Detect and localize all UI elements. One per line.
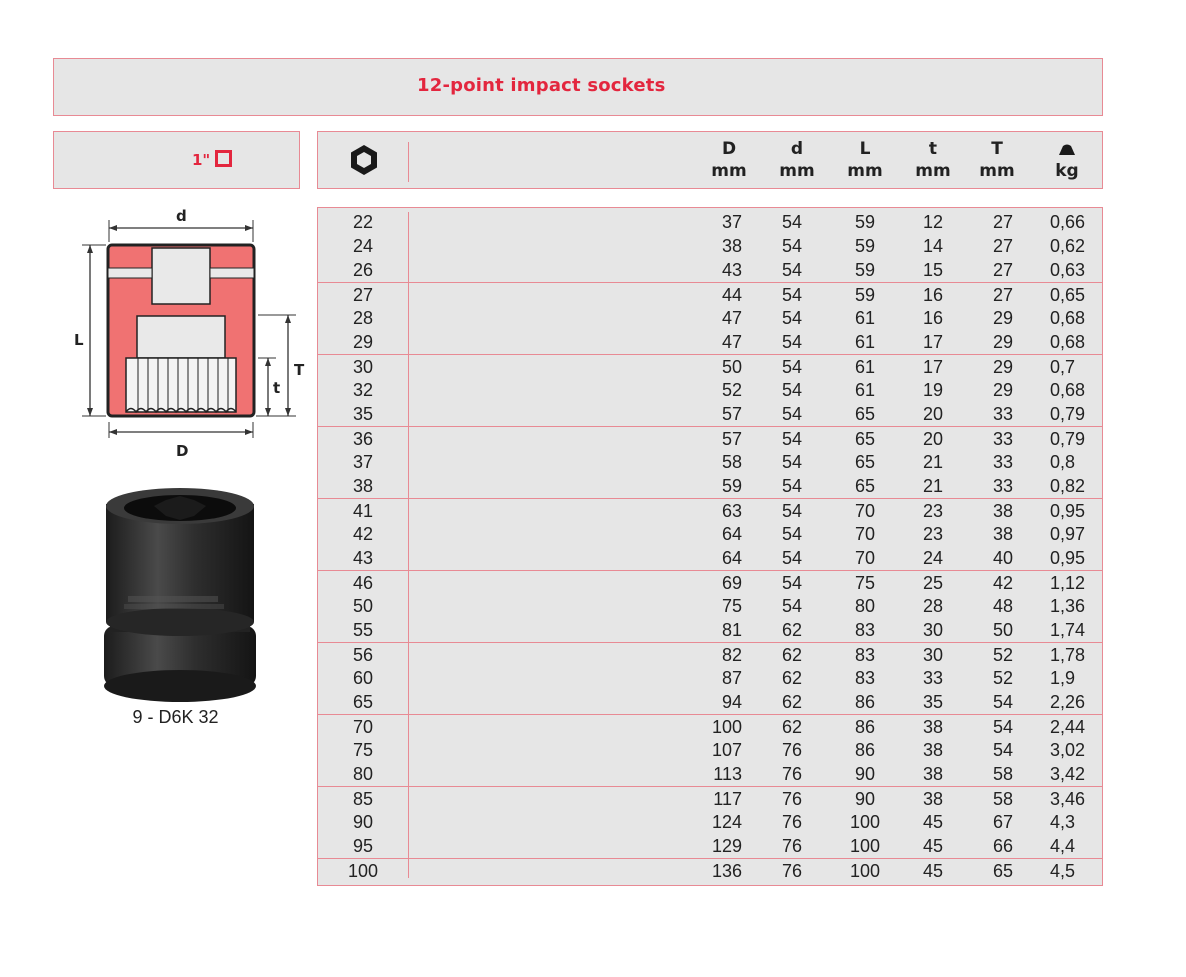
cell-D: 57 (721, 404, 742, 424)
cell-t: 14 (922, 236, 944, 256)
cell-d: 76 (781, 812, 803, 832)
cell-T: 29 (992, 357, 1014, 377)
header-col-d: d mm (779, 139, 815, 181)
cell-T: 38 (992, 501, 1014, 521)
header-col-weight: kg (1042, 138, 1092, 182)
cell-weight: 3,02 (1050, 740, 1086, 760)
cell-D: 107 (711, 740, 742, 760)
cell-L: 61 (854, 332, 876, 352)
cell-L: 65 (854, 404, 876, 424)
cell-D: 37 (721, 212, 742, 232)
cell-D: 113 (713, 764, 742, 784)
cell-weight: 0,79 (1050, 429, 1086, 449)
table-row (318, 426, 1102, 451)
cell-t: 12 (922, 212, 944, 232)
cell-weight: 0,8 (1050, 452, 1076, 472)
dim-d-label: d (176, 207, 187, 225)
cell-T: 66 (992, 836, 1014, 856)
table-row (318, 762, 1102, 786)
table-row (318, 450, 1102, 474)
cell-T: 58 (992, 764, 1014, 784)
cell-t: 33 (922, 668, 944, 688)
cell-L: 70 (854, 501, 876, 521)
cell-L: 59 (854, 260, 876, 280)
table-row (318, 618, 1102, 642)
cell-L: 100 (849, 861, 881, 881)
cell-size: 75 (352, 740, 374, 760)
cell-t: 38 (922, 717, 944, 737)
table-row (318, 234, 1102, 258)
cell-T: 54 (992, 740, 1014, 760)
dim-T-label: T (294, 361, 305, 379)
table-row (318, 714, 1102, 739)
cell-t: 30 (922, 645, 944, 665)
cell-D: 75 (721, 596, 742, 616)
cell-D: 47 (721, 332, 742, 352)
product-reference: 9 - D6K 32 (132, 707, 219, 727)
cell-T: 33 (992, 404, 1014, 424)
cell-d: 62 (781, 717, 803, 737)
cell-D: 59 (721, 476, 742, 496)
cell-d: 54 (781, 501, 803, 521)
cell-T: 29 (992, 332, 1014, 352)
cell-D: 129 (711, 836, 742, 856)
cell-size: 90 (352, 812, 374, 832)
cell-weight: 1,12 (1050, 573, 1086, 593)
cell-L: 61 (854, 357, 876, 377)
table-row (318, 810, 1102, 834)
cell-D: 57 (721, 429, 742, 449)
drive-size-box (53, 131, 300, 189)
cell-t: 20 (922, 429, 944, 449)
square-drive-icon (215, 150, 232, 167)
cell-T: 54 (992, 717, 1014, 737)
cell-L: 86 (854, 740, 876, 760)
cell-L: 61 (854, 308, 876, 328)
cell-size: 26 (352, 260, 374, 280)
cell-weight: 0,68 (1050, 308, 1086, 328)
cell-weight: 1,9 (1050, 668, 1076, 688)
cell-d: 54 (781, 596, 803, 616)
cell-d: 76 (781, 789, 803, 809)
cell-L: 59 (854, 285, 876, 305)
cell-D: 58 (721, 452, 742, 472)
cell-size: 41 (352, 501, 374, 521)
cell-weight: 3,46 (1050, 789, 1086, 809)
cell-d: 54 (781, 429, 803, 449)
table-row (318, 834, 1102, 858)
cell-size: 24 (352, 236, 374, 256)
cell-L: 70 (854, 524, 876, 544)
table-row (318, 354, 1102, 379)
cell-d: 54 (781, 357, 803, 377)
cell-d: 76 (781, 861, 803, 881)
cell-d: 54 (781, 236, 803, 256)
cell-t: 23 (922, 501, 944, 521)
cell-d: 54 (781, 285, 803, 305)
cell-weight: 2,26 (1050, 692, 1086, 712)
table-row (318, 666, 1102, 690)
cell-D: 136 (711, 861, 742, 881)
cell-L: 65 (854, 429, 876, 449)
table-row (318, 690, 1102, 714)
cell-t: 25 (922, 573, 944, 593)
header-divider (408, 142, 409, 182)
cell-t: 17 (922, 332, 944, 352)
cell-t: 38 (922, 740, 944, 760)
cell-T: 38 (992, 524, 1014, 544)
cell-T: 27 (992, 285, 1014, 305)
cell-d: 54 (781, 524, 803, 544)
table-row (318, 498, 1102, 523)
cell-T: 42 (992, 573, 1014, 593)
dim-L-label: L (74, 331, 84, 349)
cell-size: 29 (352, 332, 374, 352)
cell-t: 15 (922, 260, 944, 280)
cell-L: 65 (854, 476, 876, 496)
header-col-T: T mm (979, 139, 1015, 181)
cell-t: 45 (922, 861, 944, 881)
table-row (318, 306, 1102, 330)
cell-d: 54 (781, 260, 803, 280)
cell-weight: 1,36 (1050, 596, 1086, 616)
cell-t: 38 (922, 764, 944, 784)
cell-size: 60 (352, 668, 374, 688)
cell-T: 33 (992, 476, 1014, 496)
cell-size: 35 (352, 404, 374, 424)
cell-L: 59 (854, 236, 876, 256)
cell-size: 50 (352, 596, 374, 616)
cell-d: 76 (781, 764, 803, 784)
cell-t: 23 (922, 524, 944, 544)
cell-weight: 0,82 (1050, 476, 1086, 496)
cell-D: 47 (721, 308, 742, 328)
cell-L: 86 (854, 692, 876, 712)
cell-weight: 4,5 (1050, 861, 1076, 881)
socket-photo (100, 486, 260, 704)
dim-t-label: t (273, 379, 281, 397)
cell-L: 100 (849, 812, 881, 832)
table-row (318, 330, 1102, 354)
cell-size: 80 (352, 764, 374, 784)
cell-t: 20 (922, 404, 944, 424)
cell-L: 90 (854, 789, 876, 809)
cell-size: 95 (352, 836, 374, 856)
cell-t: 16 (922, 285, 944, 305)
cell-T: 33 (992, 429, 1014, 449)
cell-L: 75 (854, 573, 876, 593)
cell-L: 65 (854, 452, 876, 472)
cell-d: 62 (781, 620, 803, 640)
table-row (318, 378, 1102, 402)
cell-D: 38 (721, 236, 742, 256)
cell-size: 28 (352, 308, 374, 328)
table-row (318, 210, 1102, 234)
dim-D-label: D (176, 442, 189, 460)
cell-weight: 3,42 (1050, 764, 1086, 784)
data-table (317, 207, 1103, 886)
table-header (317, 131, 1103, 189)
socket-diagram (60, 200, 320, 460)
cell-weight: 4,4 (1050, 836, 1076, 856)
cell-weight: 1,78 (1050, 645, 1086, 665)
cell-T: 27 (992, 260, 1014, 280)
cell-d: 62 (781, 692, 803, 712)
cell-d: 54 (781, 476, 803, 496)
cell-D: 87 (721, 668, 742, 688)
cell-size: 30 (352, 357, 374, 377)
cell-T: 40 (992, 548, 1014, 568)
cell-D: 43 (721, 260, 742, 280)
cell-L: 90 (854, 764, 876, 784)
cell-T: 65 (992, 861, 1014, 881)
cell-D: 117 (713, 789, 742, 809)
cell-T: 67 (992, 812, 1014, 832)
cell-L: 59 (854, 212, 876, 232)
cell-T: 27 (992, 212, 1014, 232)
cell-t: 45 (922, 812, 944, 832)
table-row (318, 642, 1102, 667)
cell-size: 43 (352, 548, 374, 568)
cell-D: 44 (721, 285, 742, 305)
cell-d: 54 (781, 573, 803, 593)
cell-T: 50 (992, 620, 1014, 640)
cell-weight: 0,65 (1050, 285, 1086, 305)
cell-weight: 0,63 (1050, 260, 1086, 280)
cell-weight: 0,68 (1050, 332, 1086, 352)
cell-weight: 2,44 (1050, 717, 1086, 737)
cell-d: 62 (781, 668, 803, 688)
cell-size: 46 (352, 573, 374, 593)
cell-T: 52 (992, 645, 1014, 665)
cell-t: 19 (922, 380, 944, 400)
header-col-D: D mm (711, 139, 747, 181)
cell-size: 65 (352, 692, 374, 712)
table-row (318, 258, 1102, 282)
table-row (318, 474, 1102, 498)
table-row (318, 594, 1102, 618)
cell-size: 36 (352, 429, 374, 449)
cell-weight: 0,66 (1050, 212, 1086, 232)
cell-size: 55 (352, 620, 374, 640)
cell-weight: 0,7 (1050, 357, 1076, 377)
cell-t: 38 (922, 789, 944, 809)
cell-D: 69 (721, 573, 742, 593)
cell-d: 54 (781, 404, 803, 424)
table-row (318, 546, 1102, 570)
cell-D: 100 (711, 717, 742, 737)
cell-D: 82 (721, 645, 742, 665)
cell-T: 33 (992, 452, 1014, 472)
cell-T: 54 (992, 692, 1014, 712)
cell-T: 52 (992, 668, 1014, 688)
table-row (318, 522, 1102, 546)
cell-size: 70 (352, 717, 374, 737)
cell-size: 38 (352, 476, 374, 496)
cell-L: 83 (854, 620, 876, 640)
cell-size: 37 (352, 452, 374, 472)
cell-t: 35 (922, 692, 944, 712)
cell-size: 42 (352, 524, 374, 544)
cell-L: 80 (854, 596, 876, 616)
cell-L: 83 (854, 668, 876, 688)
cell-weight: 0,68 (1050, 380, 1086, 400)
cell-D: 64 (721, 548, 742, 568)
cell-T: 29 (992, 308, 1014, 328)
cell-L: 61 (854, 380, 876, 400)
cell-t: 16 (922, 308, 944, 328)
cell-weight: 1,74 (1050, 620, 1086, 640)
cell-t: 21 (922, 452, 944, 472)
weight-icon (1042, 138, 1092, 160)
drive-size-label: 1" (192, 151, 211, 169)
cell-L: 86 (854, 717, 876, 737)
cell-D: 63 (721, 501, 742, 521)
cell-weight: 0,79 (1050, 404, 1086, 424)
header-col-L: L mm (847, 139, 883, 181)
cell-weight: 0,62 (1050, 236, 1086, 256)
cell-D: 81 (721, 620, 742, 640)
cell-D: 52 (721, 380, 742, 400)
cell-size: 85 (352, 789, 374, 809)
page-title: 12-point impact sockets (417, 75, 666, 96)
cell-T: 48 (992, 596, 1014, 616)
cell-d: 76 (781, 740, 803, 760)
table-row (318, 402, 1102, 426)
cell-D: 50 (721, 357, 742, 377)
title-bar (53, 58, 1103, 116)
table-row (318, 570, 1102, 595)
cell-weight: 4,3 (1050, 812, 1076, 832)
table-row (318, 858, 1102, 883)
table-row (318, 738, 1102, 762)
cell-t: 30 (922, 620, 944, 640)
cell-t: 28 (922, 596, 944, 616)
cell-size: 100 (347, 861, 379, 881)
cell-weight: 0,95 (1050, 501, 1086, 521)
cell-weight: 0,95 (1050, 548, 1086, 568)
cell-L: 70 (854, 548, 876, 568)
cell-D: 124 (711, 812, 742, 832)
cell-weight: 0,97 (1050, 524, 1086, 544)
cell-d: 76 (781, 836, 803, 856)
cell-L: 100 (849, 836, 881, 856)
cell-d: 54 (781, 212, 803, 232)
cell-d: 54 (781, 548, 803, 568)
cell-size: 27 (352, 285, 374, 305)
cell-d: 54 (781, 452, 803, 472)
cell-size: 56 (352, 645, 374, 665)
cell-T: 27 (992, 236, 1014, 256)
cell-t: 17 (922, 357, 944, 377)
hex-socket-icon (348, 143, 380, 177)
cell-t: 21 (922, 476, 944, 496)
cell-d: 54 (781, 332, 803, 352)
table-row (318, 282, 1102, 307)
header-col-t: t mm (915, 139, 951, 181)
cell-d: 54 (781, 308, 803, 328)
cell-D: 64 (721, 524, 742, 544)
table-row (318, 786, 1102, 811)
cell-t: 45 (922, 836, 944, 856)
cell-T: 29 (992, 380, 1014, 400)
cell-d: 54 (781, 380, 803, 400)
cell-D: 94 (721, 692, 742, 712)
cell-T: 58 (992, 789, 1014, 809)
cell-size: 22 (352, 212, 374, 232)
cell-t: 24 (922, 548, 944, 568)
cell-L: 83 (854, 645, 876, 665)
cell-size: 32 (352, 380, 374, 400)
cell-d: 62 (781, 645, 803, 665)
